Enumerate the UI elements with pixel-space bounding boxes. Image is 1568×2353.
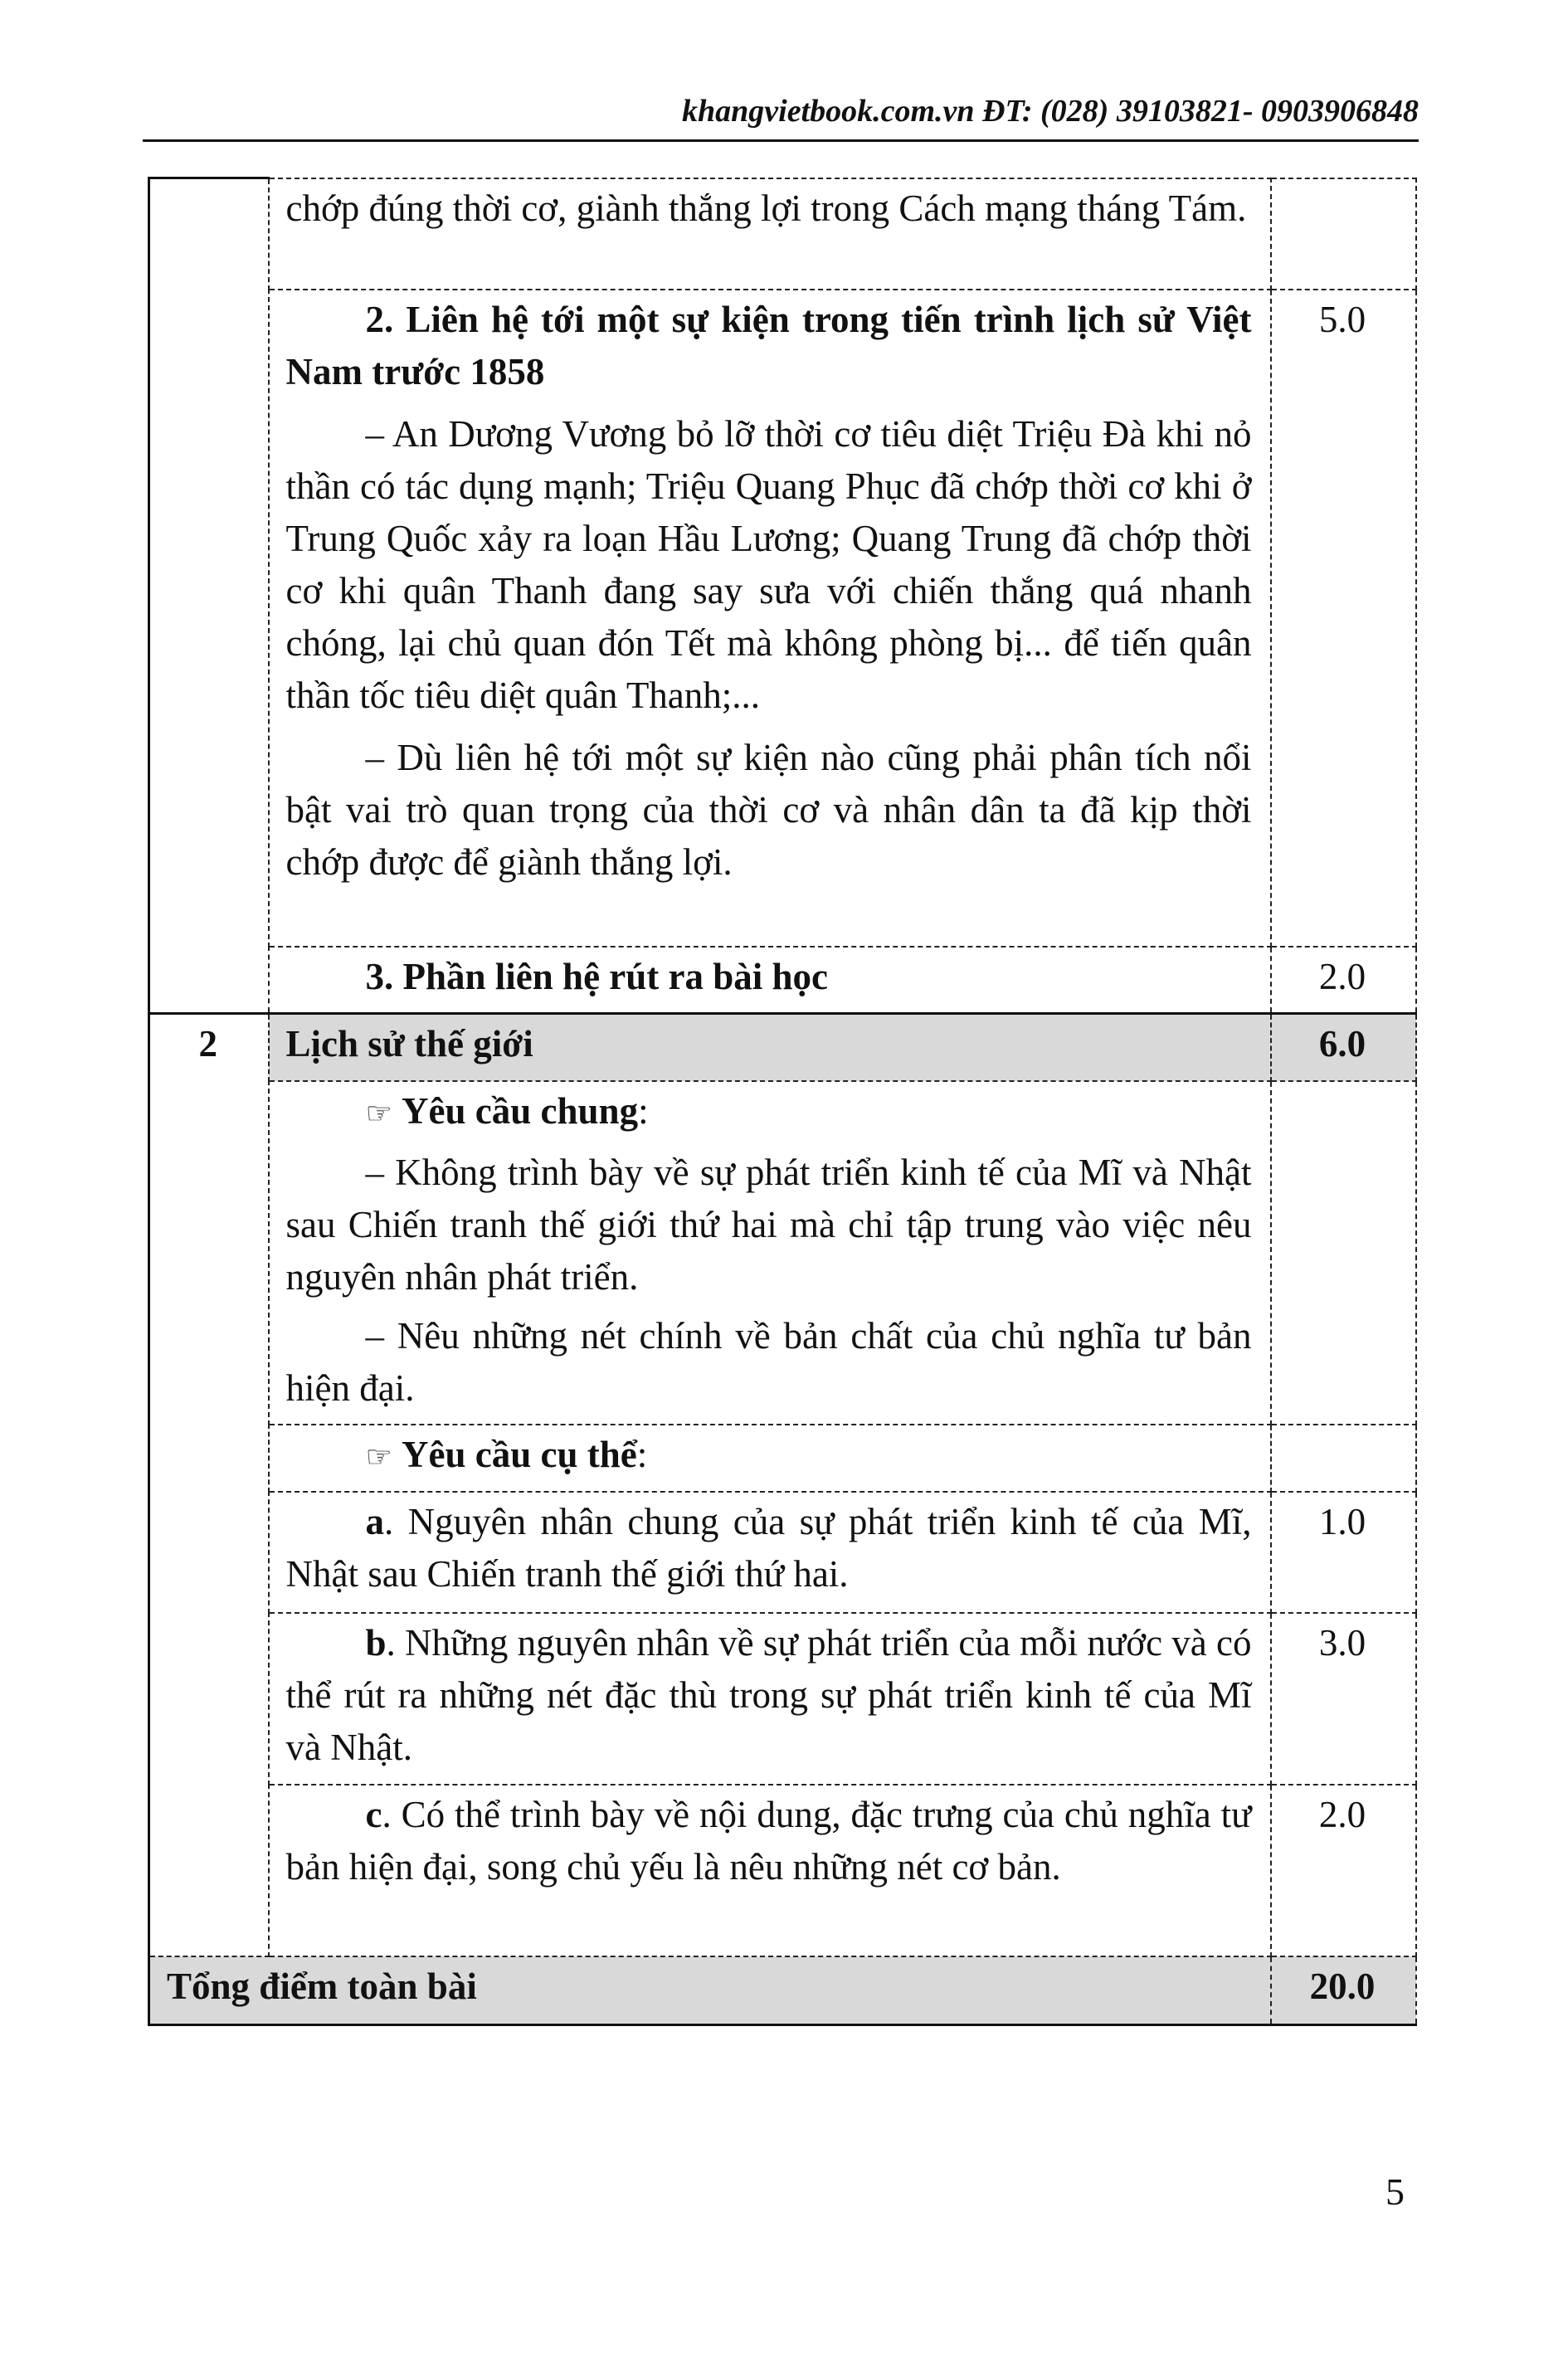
table-row: b. Những nguyên nhân về sự phát triển của mỗi nước và có thể rút ra những nét đặc thù trong sự phát triển kinh tế của Mĩ và Nhật. 3.0 [149,1613,1416,1785]
table-row: c. Có thể trình bày về nội dung, đặc trưng của chủ nghĩa tư bản hiện đại, song chủ yếu là nêu những nét cơ bản. 2.0 [149,1785,1416,1956]
table-row [149,290,1416,947]
page-header: khangvietbook.com.vn ĐT: (028) 39103821- 0903906848 [682,94,1419,129]
header-rule [143,139,1419,142]
pointing-hand-icon: ☞ [365,1096,392,1130]
total-score: 20.0 [1271,1956,1416,2025]
section-title: 3. Phần liên hệ rút ra bài học [365,955,829,997]
score: 5.0 [1271,290,1416,947]
table-row [149,178,1416,290]
score: 2.0 [1271,947,1416,1014]
score: 1.0 [1271,1492,1416,1613]
paragraph: – Dù liên hệ tới một sự kiện nào cũng phải phân tích nổi bật vai trò quan trọng của thời cơ và nhân dân ta đã kịp thời chớp được để giành thắng lợi. [285,736,1252,883]
paragraph: – Nêu những nét chính về bản chất của chủ nghĩa tư bản hiện đại. [285,1314,1252,1409]
table-row: ☞ Yêu cầu chung: – Không trình bày về sự phát triển kinh tế của Mĩ và Nhật sau Chiến tranh thế giới thứ hai mà chỉ tập trung vào việc nêu nguyên nhân phát triển. – Nêu những nét chính về bản chất của chủ nghĩa tư bản hiện đại. [149,1081,1416,1425]
table-row [149,1014,1416,1081]
total-label: Tổng điểm toàn bài [149,1956,1271,2025]
paragraph: – An Dương Vương bỏ lỡ thời cơ tiêu diệt Triệu Đà khi nỏ thần có tác dụng mạnh; Triệu Quang Phục đã chớp thời cơ khi ở Trung Quốc xảy ra loạn Hầu Lương; Quang Trung đã chớp thời cơ khi quân Thanh đang say sưa với chiến thắng quá nhanh chóng, lại chủ quan đón Tết mà không phòng bị... để tiến quân thần tốc tiêu diệt quân Thanh;... [285,412,1252,716]
page-number: 5 [1385,2170,1405,2213]
row-text: chớp đúng thời cơ, giành thắng lợi trong Cách mạng tháng Tám. [285,187,1247,229]
table-row [149,947,1416,1014]
section-title: 2. Liên hệ tới một sự kiện trong tiến trình lịch sử Việt Nam trước 1858 [285,298,1252,392]
paragraph: – Không trình bày về sự phát triển kinh tế của Mĩ và Nhật sau Chiến tranh thế giới thứ hai mà chỉ tập trung vào việc nêu nguyên nhân phát triển. [285,1151,1252,1298]
table-row: ☞ Yêu cầu cụ thể: [149,1425,1416,1492]
score: 6.0 [1271,1014,1416,1081]
pointing-hand-icon: ☞ [365,1440,392,1474]
grading-table [148,177,1417,2026]
section-heading: Lịch sử thế giới [269,1014,1271,1081]
section-number: 2 [149,1014,269,1956]
score: 3.0 [1271,1613,1416,1785]
table-row: a. Nguyên nhân chung của sự phát triển kinh tế của Mĩ, Nhật sau Chiến tranh thế giới thứ hai. 1.0 [149,1492,1416,1613]
score: 2.0 [1271,1785,1416,1956]
table-row-total [149,1956,1416,2025]
